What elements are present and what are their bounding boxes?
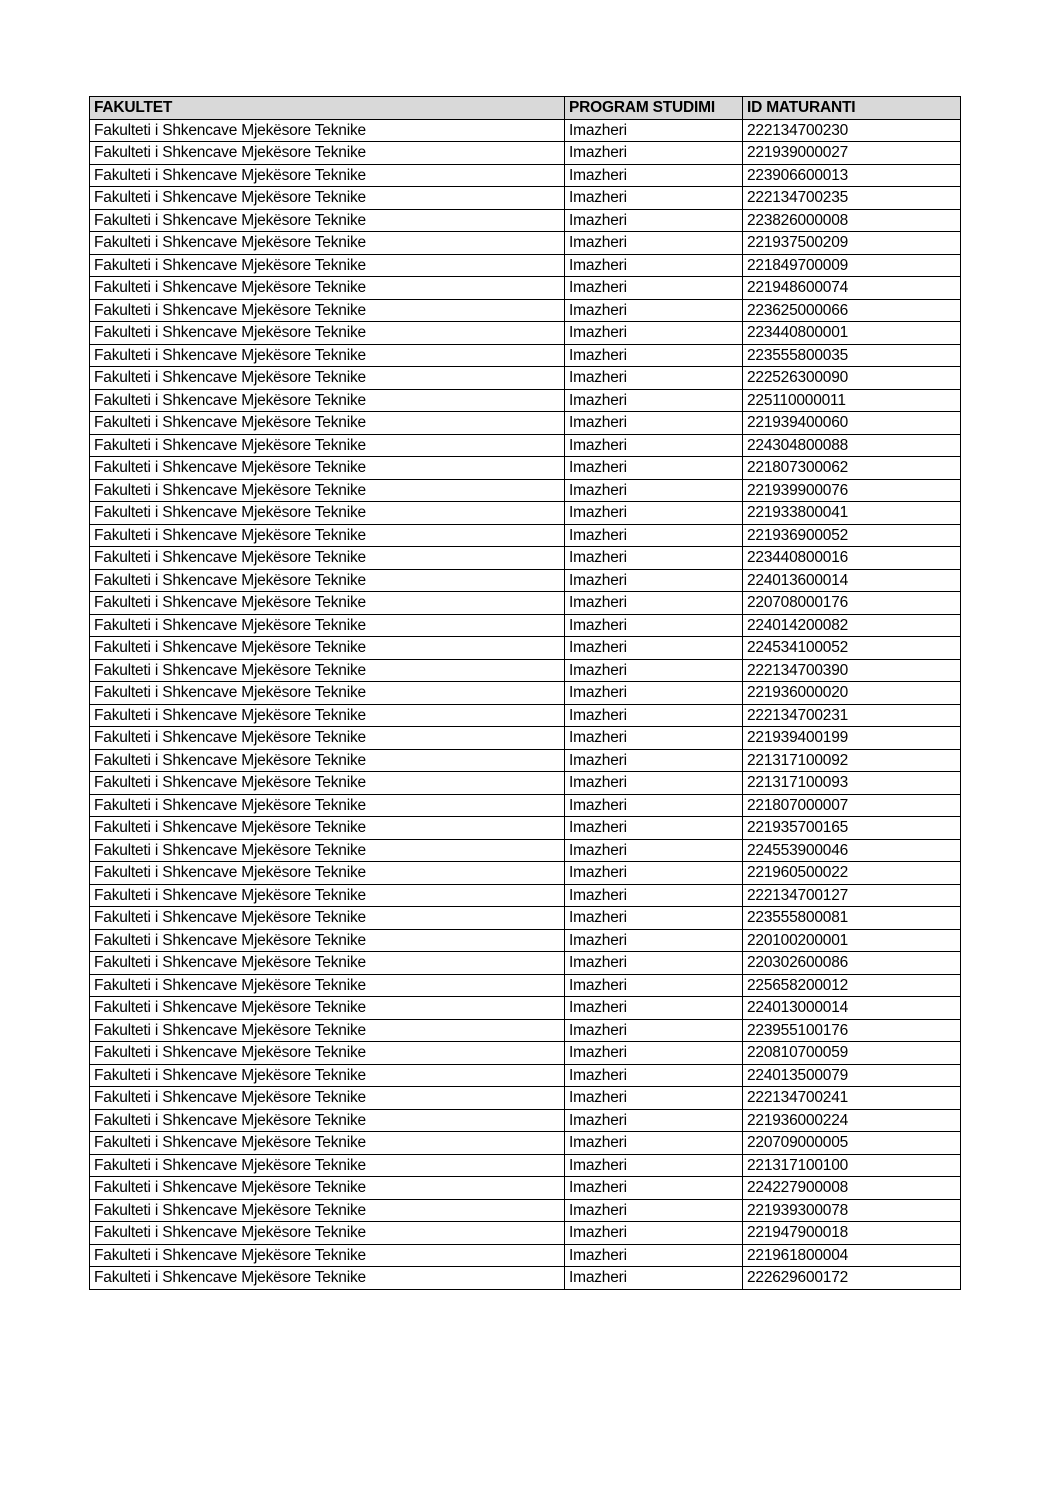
faculty-cell: Fakulteti i Shkencave Mjekësore Teknike	[90, 952, 565, 975]
program-cell: Imazheri	[565, 1042, 743, 1065]
student-id-cell: 225110000011	[743, 389, 961, 412]
faculty-cell: Fakulteti i Shkencave Mjekësore Teknike	[90, 367, 565, 390]
table-row	[90, 1222, 961, 1245]
table-row	[90, 749, 961, 772]
table-row	[90, 614, 961, 637]
program-cell: Imazheri	[565, 637, 743, 660]
table-row	[90, 1199, 961, 1222]
table-row	[90, 682, 961, 705]
faculty-cell: Fakulteti i Shkencave Mjekësore Teknike	[90, 907, 565, 930]
student-id-cell: 221939400060	[743, 412, 961, 435]
faculty-cell: Fakulteti i Shkencave Mjekësore Teknike	[90, 727, 565, 750]
faculty-cell: Fakulteti i Shkencave Mjekësore Teknike	[90, 1019, 565, 1042]
student-id-cell: 222134700231	[743, 704, 961, 727]
table-row	[90, 1064, 961, 1087]
table-row	[90, 907, 961, 930]
students-table	[89, 96, 961, 1290]
student-id-cell: 221939400199	[743, 727, 961, 750]
student-id-cell: 221961800004	[743, 1244, 961, 1267]
faculty-cell: Fakulteti i Shkencave Mjekësore Teknike	[90, 592, 565, 615]
table-row	[90, 727, 961, 750]
student-id-cell: 224304800088	[743, 434, 961, 457]
program-cell: Imazheri	[565, 997, 743, 1020]
faculty-cell: Fakulteti i Shkencave Mjekësore Teknike	[90, 164, 565, 187]
faculty-cell: Fakulteti i Shkencave Mjekësore Teknike	[90, 187, 565, 210]
faculty-cell: Fakulteti i Shkencave Mjekësore Teknike	[90, 209, 565, 232]
program-cell: Imazheri	[565, 164, 743, 187]
program-cell: Imazheri	[565, 1222, 743, 1245]
student-id-cell: 222134700241	[743, 1087, 961, 1110]
faculty-cell: Fakulteti i Shkencave Mjekësore Teknike	[90, 682, 565, 705]
faculty-cell: Fakulteti i Shkencave Mjekësore Teknike	[90, 1244, 565, 1267]
program-cell: Imazheri	[565, 209, 743, 232]
student-id-cell: 221948600074	[743, 277, 961, 300]
table-row	[90, 1087, 961, 1110]
table-row	[90, 592, 961, 615]
table-row	[90, 119, 961, 142]
faculty-cell: Fakulteti i Shkencave Mjekësore Teknike	[90, 119, 565, 142]
program-cell: Imazheri	[565, 1199, 743, 1222]
table-row	[90, 1244, 961, 1267]
table-row	[90, 704, 961, 727]
program-cell: Imazheri	[565, 569, 743, 592]
program-cell: Imazheri	[565, 839, 743, 862]
program-cell: Imazheri	[565, 1064, 743, 1087]
faculty-cell: Fakulteti i Shkencave Mjekësore Teknike	[90, 299, 565, 322]
table-row	[90, 479, 961, 502]
program-cell: Imazheri	[565, 1154, 743, 1177]
faculty-cell: Fakulteti i Shkencave Mjekësore Teknike	[90, 997, 565, 1020]
student-id-cell: 220100200001	[743, 929, 961, 952]
program-cell: Imazheri	[565, 862, 743, 885]
table-row	[90, 929, 961, 952]
student-id-cell: 221317100093	[743, 772, 961, 795]
table-row	[90, 412, 961, 435]
student-id-cell: 221936000224	[743, 1109, 961, 1132]
program-cell: Imazheri	[565, 592, 743, 615]
student-id-cell: 224014200082	[743, 614, 961, 637]
table-row	[90, 637, 961, 660]
table-row	[90, 277, 961, 300]
table-row	[90, 862, 961, 885]
student-id-cell: 220709000005	[743, 1132, 961, 1155]
faculty-cell: Fakulteti i Shkencave Mjekësore Teknike	[90, 772, 565, 795]
program-cell: Imazheri	[565, 794, 743, 817]
program-cell: Imazheri	[565, 1019, 743, 1042]
program-cell: Imazheri	[565, 749, 743, 772]
student-id-cell: 223625000066	[743, 299, 961, 322]
document-page	[89, 96, 960, 1290]
student-id-cell: 224013500079	[743, 1064, 961, 1087]
program-cell: Imazheri	[565, 412, 743, 435]
faculty-cell: Fakulteti i Shkencave Mjekësore Teknike	[90, 457, 565, 480]
faculty-cell: Fakulteti i Shkencave Mjekësore Teknike	[90, 839, 565, 862]
table-row	[90, 1109, 961, 1132]
student-id-cell: 224013600014	[743, 569, 961, 592]
program-cell: Imazheri	[565, 322, 743, 345]
table-row	[90, 1042, 961, 1065]
student-id-cell: 221317100100	[743, 1154, 961, 1177]
student-id-cell: 221807300062	[743, 457, 961, 480]
program-cell: Imazheri	[565, 502, 743, 525]
student-id-cell: 221933800041	[743, 502, 961, 525]
student-id-cell: 223555800081	[743, 907, 961, 930]
column-header-id-maturanti: ID MATURANTI	[743, 97, 961, 120]
table-row	[90, 952, 961, 975]
program-cell: Imazheri	[565, 457, 743, 480]
student-id-cell: 221960500022	[743, 862, 961, 885]
faculty-cell: Fakulteti i Shkencave Mjekësore Teknike	[90, 547, 565, 570]
program-cell: Imazheri	[565, 254, 743, 277]
table-row	[90, 142, 961, 165]
program-cell: Imazheri	[565, 974, 743, 997]
table-row	[90, 322, 961, 345]
table-row	[90, 1132, 961, 1155]
program-cell: Imazheri	[565, 884, 743, 907]
student-id-cell: 222526300090	[743, 367, 961, 390]
table-row	[90, 974, 961, 997]
faculty-cell: Fakulteti i Shkencave Mjekësore Teknike	[90, 1132, 565, 1155]
faculty-cell: Fakulteti i Shkencave Mjekësore Teknike	[90, 1177, 565, 1200]
faculty-cell: Fakulteti i Shkencave Mjekësore Teknike	[90, 637, 565, 660]
table-row	[90, 817, 961, 840]
student-id-cell: 221935700165	[743, 817, 961, 840]
program-cell: Imazheri	[565, 952, 743, 975]
student-id-cell: 223906600013	[743, 164, 961, 187]
program-cell: Imazheri	[565, 547, 743, 570]
student-id-cell: 222134700127	[743, 884, 961, 907]
student-id-cell: 220810700059	[743, 1042, 961, 1065]
table-row	[90, 299, 961, 322]
table-header	[90, 97, 961, 120]
table-row	[90, 344, 961, 367]
student-id-cell: 221807000007	[743, 794, 961, 817]
program-cell: Imazheri	[565, 907, 743, 930]
program-cell: Imazheri	[565, 277, 743, 300]
column-header-program-studimi: PROGRAM STUDIMI	[565, 97, 743, 120]
program-cell: Imazheri	[565, 1244, 743, 1267]
faculty-cell: Fakulteti i Shkencave Mjekësore Teknike	[90, 929, 565, 952]
student-id-cell: 221936000020	[743, 682, 961, 705]
student-id-cell: 224013000014	[743, 997, 961, 1020]
student-id-cell: 221849700009	[743, 254, 961, 277]
faculty-cell: Fakulteti i Shkencave Mjekësore Teknike	[90, 884, 565, 907]
table-row	[90, 524, 961, 547]
program-cell: Imazheri	[565, 772, 743, 795]
program-cell: Imazheri	[565, 1109, 743, 1132]
program-cell: Imazheri	[565, 727, 743, 750]
student-id-cell: 225658200012	[743, 974, 961, 997]
student-id-cell: 221936900052	[743, 524, 961, 547]
table-row	[90, 434, 961, 457]
program-cell: Imazheri	[565, 1132, 743, 1155]
table-row	[90, 232, 961, 255]
program-cell: Imazheri	[565, 659, 743, 682]
table-row	[90, 1154, 961, 1177]
table-row	[90, 839, 961, 862]
table-row	[90, 569, 961, 592]
program-cell: Imazheri	[565, 367, 743, 390]
student-id-cell: 223440800016	[743, 547, 961, 570]
faculty-cell: Fakulteti i Shkencave Mjekësore Teknike	[90, 1267, 565, 1290]
faculty-cell: Fakulteti i Shkencave Mjekësore Teknike	[90, 704, 565, 727]
program-cell: Imazheri	[565, 1267, 743, 1290]
student-id-cell: 222134700230	[743, 119, 961, 142]
program-cell: Imazheri	[565, 232, 743, 255]
student-id-cell: 222134700235	[743, 187, 961, 210]
faculty-cell: Fakulteti i Shkencave Mjekësore Teknike	[90, 479, 565, 502]
faculty-cell: Fakulteti i Shkencave Mjekësore Teknike	[90, 344, 565, 367]
program-cell: Imazheri	[565, 1087, 743, 1110]
faculty-cell: Fakulteti i Shkencave Mjekësore Teknike	[90, 277, 565, 300]
student-id-cell: 224553900046	[743, 839, 961, 862]
faculty-cell: Fakulteti i Shkencave Mjekësore Teknike	[90, 1064, 565, 1087]
program-cell: Imazheri	[565, 1177, 743, 1200]
program-cell: Imazheri	[565, 299, 743, 322]
faculty-cell: Fakulteti i Shkencave Mjekësore Teknike	[90, 232, 565, 255]
student-id-cell: 224534100052	[743, 637, 961, 660]
program-cell: Imazheri	[565, 187, 743, 210]
program-cell: Imazheri	[565, 119, 743, 142]
student-id-cell: 220708000176	[743, 592, 961, 615]
student-id-cell: 223555800035	[743, 344, 961, 367]
student-id-cell: 223955100176	[743, 1019, 961, 1042]
program-cell: Imazheri	[565, 389, 743, 412]
program-cell: Imazheri	[565, 344, 743, 367]
column-header-fakultet: FAKULTET	[90, 97, 565, 120]
student-id-cell: 222629600172	[743, 1267, 961, 1290]
program-cell: Imazheri	[565, 682, 743, 705]
header-row	[90, 97, 961, 120]
table-row	[90, 164, 961, 187]
faculty-cell: Fakulteti i Shkencave Mjekësore Teknike	[90, 1199, 565, 1222]
program-cell: Imazheri	[565, 434, 743, 457]
faculty-cell: Fakulteti i Shkencave Mjekësore Teknike	[90, 434, 565, 457]
table-row	[90, 502, 961, 525]
faculty-cell: Fakulteti i Shkencave Mjekësore Teknike	[90, 322, 565, 345]
faculty-cell: Fakulteti i Shkencave Mjekësore Teknike	[90, 749, 565, 772]
table-row	[90, 389, 961, 412]
table-row	[90, 997, 961, 1020]
faculty-cell: Fakulteti i Shkencave Mjekësore Teknike	[90, 794, 565, 817]
program-cell: Imazheri	[565, 704, 743, 727]
student-id-cell: 222134700390	[743, 659, 961, 682]
faculty-cell: Fakulteti i Shkencave Mjekësore Teknike	[90, 569, 565, 592]
table-row	[90, 457, 961, 480]
faculty-cell: Fakulteti i Shkencave Mjekësore Teknike	[90, 1109, 565, 1132]
faculty-cell: Fakulteti i Shkencave Mjekësore Teknike	[90, 614, 565, 637]
program-cell: Imazheri	[565, 142, 743, 165]
faculty-cell: Fakulteti i Shkencave Mjekësore Teknike	[90, 1222, 565, 1245]
student-id-cell: 220302600086	[743, 952, 961, 975]
faculty-cell: Fakulteti i Shkencave Mjekësore Teknike	[90, 389, 565, 412]
faculty-cell: Fakulteti i Shkencave Mjekësore Teknike	[90, 1154, 565, 1177]
table-body	[90, 119, 961, 1289]
faculty-cell: Fakulteti i Shkencave Mjekësore Teknike	[90, 1042, 565, 1065]
faculty-cell: Fakulteti i Shkencave Mjekësore Teknike	[90, 502, 565, 525]
student-id-cell: 223440800001	[743, 322, 961, 345]
program-cell: Imazheri	[565, 524, 743, 547]
table-row	[90, 1019, 961, 1042]
student-id-cell: 221939000027	[743, 142, 961, 165]
table-row	[90, 367, 961, 390]
program-cell: Imazheri	[565, 614, 743, 637]
table-row	[90, 794, 961, 817]
program-cell: Imazheri	[565, 929, 743, 952]
program-cell: Imazheri	[565, 479, 743, 502]
faculty-cell: Fakulteti i Shkencave Mjekësore Teknike	[90, 974, 565, 997]
table-row	[90, 209, 961, 232]
table-row	[90, 884, 961, 907]
student-id-cell: 224227900008	[743, 1177, 961, 1200]
table-row	[90, 1177, 961, 1200]
faculty-cell: Fakulteti i Shkencave Mjekësore Teknike	[90, 254, 565, 277]
program-cell: Imazheri	[565, 817, 743, 840]
table-row	[90, 1267, 961, 1290]
table-row	[90, 659, 961, 682]
faculty-cell: Fakulteti i Shkencave Mjekësore Teknike	[90, 817, 565, 840]
faculty-cell: Fakulteti i Shkencave Mjekësore Teknike	[90, 659, 565, 682]
faculty-cell: Fakulteti i Shkencave Mjekësore Teknike	[90, 862, 565, 885]
table-row	[90, 547, 961, 570]
table-row	[90, 254, 961, 277]
table-row	[90, 772, 961, 795]
faculty-cell: Fakulteti i Shkencave Mjekësore Teknike	[90, 1087, 565, 1110]
student-id-cell: 223826000008	[743, 209, 961, 232]
faculty-cell: Fakulteti i Shkencave Mjekësore Teknike	[90, 412, 565, 435]
student-id-cell: 221939900076	[743, 479, 961, 502]
table-row	[90, 187, 961, 210]
student-id-cell: 221317100092	[743, 749, 961, 772]
faculty-cell: Fakulteti i Shkencave Mjekësore Teknike	[90, 524, 565, 547]
faculty-cell: Fakulteti i Shkencave Mjekësore Teknike	[90, 142, 565, 165]
student-id-cell: 221947900018	[743, 1222, 961, 1245]
student-id-cell: 221939300078	[743, 1199, 961, 1222]
student-id-cell: 221937500209	[743, 232, 961, 255]
